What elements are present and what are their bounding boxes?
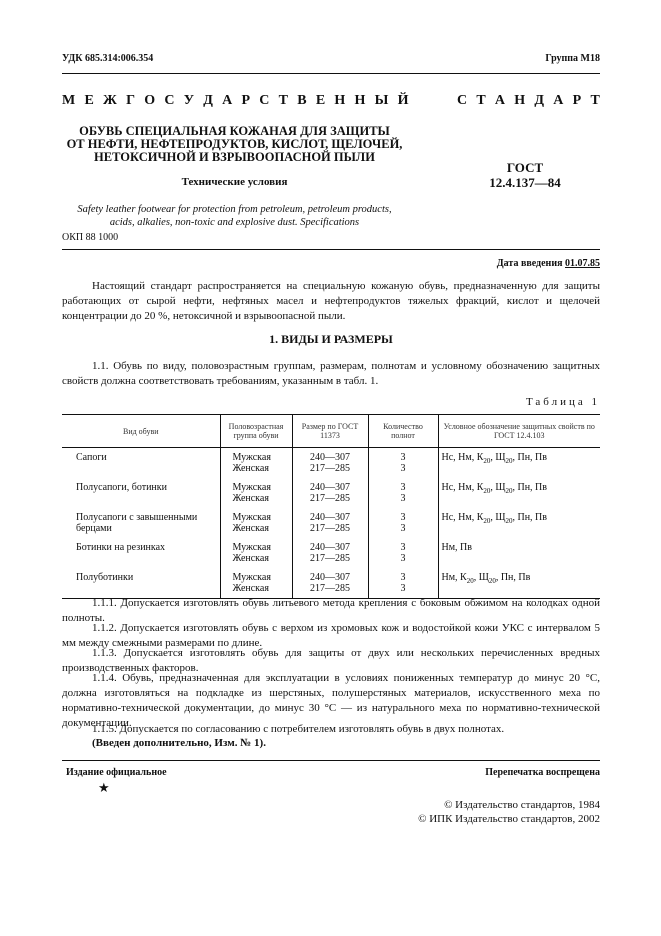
- group-code: Группа М18: [545, 53, 600, 64]
- protection-codes: Нм, Пв: [438, 538, 600, 568]
- title-letter: Д: [203, 93, 213, 108]
- title-letter: С: [456, 93, 468, 108]
- footwear-kind: Сапоги: [76, 452, 107, 463]
- english-title-line: Safety leather footwear for protection from petroleum, petroleum products,: [77, 204, 392, 215]
- fullness-count: 3 3: [368, 508, 438, 538]
- table-row: [62, 538, 600, 568]
- paragraph-1-1-4: 1.1.4. Обувь, предназначенная для эксплуатации в условиях пониженных температур до минус 20 °С, должна изготовляться на подкладке из шерстяных, полушерстяных материалов, искусственного меха по нормативно-технической документации, до минус 30 °С — из натурального меха по нормативно-технической документации.: [62, 672, 600, 729]
- fullness-count: 3 3: [368, 568, 438, 599]
- footwear-kind: Полуботинки: [76, 572, 134, 583]
- english-title-line: acids, alkalies, non-toxic and explosive dust. Specifications: [109, 217, 360, 228]
- intro-date-value: 01.07.85: [565, 258, 600, 269]
- footer-rule: [62, 760, 600, 761]
- title-letter: М: [62, 93, 76, 108]
- table-row: [62, 478, 600, 508]
- document-title: [62, 125, 407, 164]
- size-range: 240—307 217—285: [292, 538, 368, 568]
- footwear-kind: Полусапоги с завышенными берцами: [76, 512, 198, 534]
- paragraph-1-1-5: 1.1.5. Допускается по согласованию с потребителем изготовлять обувь в двух полнотах.: [92, 723, 505, 735]
- title-line: ОБУВЬ СПЕЦИАЛЬНАЯ КОЖАНАЯ ДЛЯ ЗАЩИТЫ: [79, 124, 390, 138]
- okp-code: ОКП 88 1000: [62, 232, 119, 243]
- intro-date-label: Дата введения: [496, 258, 563, 269]
- protection-codes: Нс, Нм, $К_{20}$, $Щ_{20}$, Пн, Пв: [438, 478, 600, 508]
- age-group: Мужская Женская: [220, 538, 292, 568]
- title-letter: Й: [397, 93, 409, 108]
- paragraph-1-1: 1.1. Обувь по виду, половозрастным группам, размерам, полнотам и условному обозначению защитных свойств должна соответствовать требованиям, указанным в табл. 1.: [62, 360, 600, 387]
- title-letter: Р: [572, 93, 582, 108]
- protection-codes: Нм, $К_{20}$, $Щ_{20}$, Пн, Пв: [438, 568, 600, 599]
- gost-number: 12.4.137—84: [489, 175, 561, 190]
- title-letter: Г: [126, 93, 136, 108]
- title-letter: Ж: [103, 93, 117, 108]
- age-group: Мужская Женская: [220, 448, 292, 479]
- footwear-kind: Ботинки на резинках: [76, 542, 166, 553]
- table-header-row: [62, 415, 600, 448]
- title-letter: Т: [278, 93, 288, 108]
- title-letter: А: [222, 93, 233, 108]
- intro-paragraph: Настоящий стандарт распространяется на специальную кожаную обувь, предназначенную для защиты работающих от сырой нефти, нефтяных масел и нефтепродуктов тяжелых фракций, кислот и щелочей концентрации до 20 %, нетоксичной и взрывоопасной пыли.: [62, 280, 600, 322]
- amendment-note: (Введен дополнительно, Изм. № 1).: [92, 737, 266, 749]
- document-subtitle: Технические условия: [181, 176, 288, 188]
- title-letter: Р: [241, 93, 251, 108]
- title-letter: А: [494, 93, 506, 108]
- title-letter: Н: [334, 93, 346, 108]
- title-rule: [62, 249, 600, 250]
- title-letter: Е: [315, 93, 326, 108]
- size-range: 240—307 217—285: [292, 478, 368, 508]
- title-line: ОТ НЕФТИ, НЕФТЕПРОДУКТОВ, КИСЛОТ, ЩЕЛОЧЕЙ,: [66, 137, 403, 151]
- official-edition: Издание официальное: [66, 767, 167, 778]
- fullness-count: 3 3: [368, 478, 438, 508]
- age-group: Мужская Женская: [220, 508, 292, 538]
- udc-code: УДК 685.314:006.354: [62, 53, 154, 64]
- reprint-prohibited: Перепечатка воспрещена: [485, 767, 600, 778]
- size-range: 240—307 217—285: [292, 508, 368, 538]
- age-group: Мужская Женская: [220, 568, 292, 599]
- copyright-2002: © ИПК Издательство стандартов, 2002: [418, 813, 600, 825]
- age-group: Мужская Женская: [220, 478, 292, 508]
- table-caption: Таблица 1: [525, 396, 600, 408]
- fullness-count: 3 3: [368, 448, 438, 479]
- table-1: [62, 414, 600, 599]
- title-letter: Т: [476, 93, 486, 108]
- english-title: [62, 203, 407, 229]
- section-heading: 1. ВИДЫ И РАЗМЕРЫ: [269, 332, 393, 346]
- title-word-gap: [418, 93, 448, 109]
- title-letter: У: [183, 93, 195, 108]
- title-letter: Н: [514, 93, 526, 108]
- table-row: [62, 508, 600, 538]
- fullness-count: 3 3: [368, 538, 438, 568]
- title-letter: Е: [84, 93, 94, 108]
- col-header: Условное обозначение защитных свойств по ГОСТ 12.4.103: [438, 415, 600, 448]
- size-range: 240—307 217—285: [292, 568, 368, 599]
- col-header: Количество полнот: [368, 415, 438, 448]
- title-letter: О: [144, 93, 156, 108]
- table-row: [62, 448, 600, 479]
- gost-label: ГОСТ: [506, 160, 544, 175]
- col-header: Половозрастная группа обуви: [220, 415, 292, 448]
- title-line: НЕТОКСИЧНОЙ И ВЗРЫВООПАСНОЙ ПЫЛИ: [94, 150, 375, 164]
- title-letter: Н: [354, 93, 366, 108]
- title-letter: В: [297, 93, 307, 108]
- footwear-kind: Полусапоги, ботинки: [76, 482, 167, 493]
- standard-type-title: [62, 93, 600, 109]
- title-letter: А: [553, 93, 564, 108]
- title-letter: Д: [534, 93, 545, 108]
- title-letter: С: [259, 93, 270, 108]
- size-range: 240—307 217—285: [292, 448, 368, 479]
- table-row: [62, 568, 600, 599]
- col-header: Размер по ГОСТ 11373: [292, 415, 368, 448]
- protection-codes: Нс, Нм, $К_{20}$, $Щ_{20}$, Пн, Пв: [438, 508, 600, 538]
- header-rule: [62, 73, 600, 74]
- introduction-date: [497, 258, 600, 269]
- title-letter: Т: [590, 93, 600, 108]
- star-icon: ★: [98, 780, 110, 795]
- protection-codes: Нс, Нм, $К_{20}$, $Щ_{20}$, Пн, Пв: [438, 448, 600, 479]
- title-letter: С: [164, 93, 175, 108]
- paragraph-1-1-2: 1.1.2. Допускается изготовлять обувь с верхом из хромовых кож и водостойкой кожи УКС с интервалом 5 мм между смежными размерами по длине.: [62, 622, 600, 649]
- paragraph-1-1-1: 1.1.1. Допускается изготовлять обувь литьевого метода крепления с боковым обжимом на колодках одной полноты.: [62, 597, 600, 624]
- col-header: Вид обуви: [122, 426, 159, 436]
- copyright-1984: © Издательство стандартов, 1984: [444, 799, 600, 811]
- title-letter: Ы: [374, 93, 389, 108]
- gost-designation: [470, 160, 580, 190]
- paragraph-1-1-3: 1.1.3. Допускается изготовлять обувь для защиты от двух или нескольких перечисленных вредных производственных факторов.: [62, 647, 600, 674]
